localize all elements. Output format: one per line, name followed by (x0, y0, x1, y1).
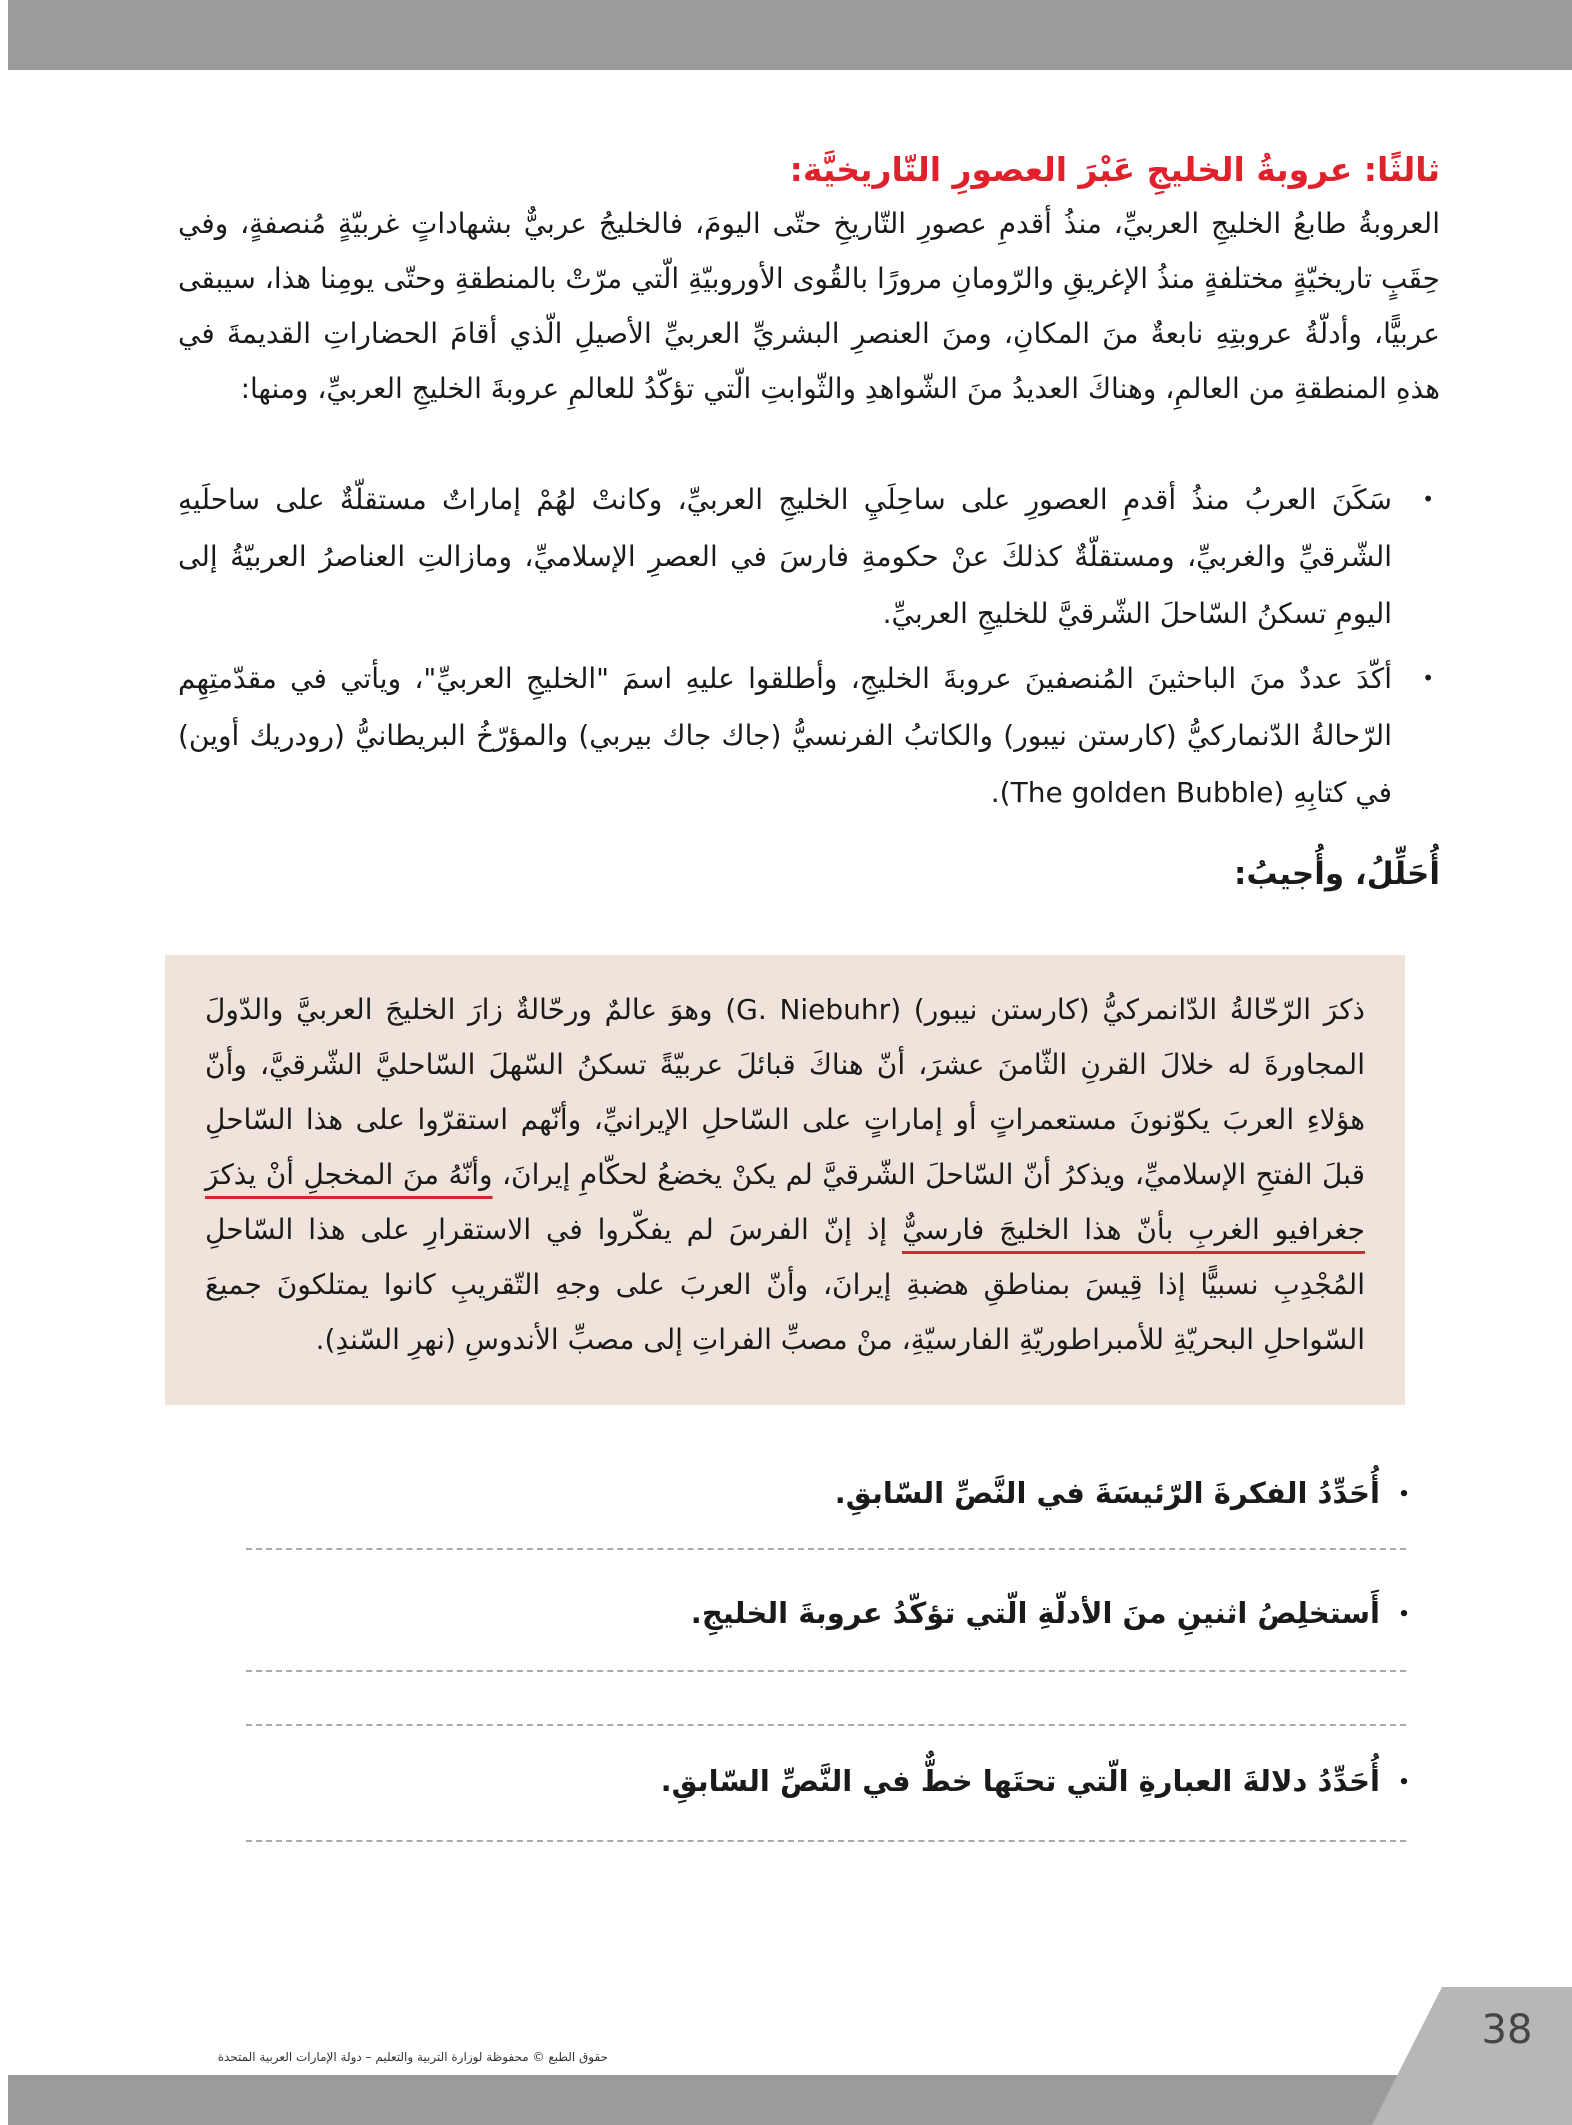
question-2 (178, 1590, 1428, 1638)
bullet-icon: • (1398, 1484, 1410, 1505)
question-text: أَستخلِصُ اثنينِ منَ الأدلّةِ الّتي تؤكّدُ عروبةَ الخليجِ. (690, 1596, 1380, 1630)
underlined-phrase: وأنّهُ منَ المخجلِ أنْ يذكرَ جغرافيو الغربِ بأنّ هذا الخليجَ فارسيٌّ (205, 1158, 1365, 1246)
passage-text (205, 982, 1365, 1367)
answer-line[interactable] (246, 1724, 1406, 1726)
question-3 (178, 1758, 1428, 1806)
question-1 (178, 1470, 1428, 1518)
page-number: 38 (1481, 2007, 1533, 2053)
bullet-icon: • (1398, 1604, 1410, 1625)
intro-paragraph: العروبةُ طابعُ الخليجِ العربيِّ، منذُ أقدمِ عصورِ التّاريخِ حتّى اليومَ، فالخليجُ عربيٌّ بشهاداتٍ غربيّةٍ مُنصفةٍ، وفي حِقَبٍ تاريخيّةٍ مختلفةٍ منذُ الإغريقِ والرّومانِ مرورًا بالقُوى الأوروبيّةِ الّتي مرّتْ بالمنطقةِ وحتّى يومِنا هذا، سيبقى عربيًّا، وأدلّةُ عروبتِهِ نابعةٌ منَ المكانِ، ومنَ العنصرِ البشريِّ العربيِّ الأصيلِ الّذي أقامَ الحضاراتِ القديمةَ في هذهِ المنطقةِ من العالمِ، وهناكَ العديدُ منَ الشّواهدِ والثّوابتِ الّتي تؤكّدُ للعالمِ عروبةَ الخليجِ العربيِّ، ومنها: (178, 207, 1440, 405)
analyze-heading: أُحَلِّلُ، وأُجيبُ: (1234, 856, 1440, 892)
question-text: أُحَدِّدُ دلالةَ العبارةِ الّتي تحتَها خطٌّ في النَّصِّ السّابقِ. (660, 1764, 1380, 1798)
passage-box (165, 955, 1405, 1405)
answer-line[interactable] (246, 1670, 1406, 1672)
passage-text-after: إذ إنّ الفرسَ لم يفكّروا في الاستقرارِ على هذا السّاحلِ المُجْدِبِ نسبيًّا إذا قِيسَ بمناطقِ هضبةِ إيرانَ، وأنّ العربَ على وجهِ التّقريبِ كانوا يمتلكونَ جميعَ السّواحلِ البحريّةِ للأمبراطوريّةِ الفارسيّةِ، منْ مصبِّ الفراتِ إلى مصبِّ الأندوسِ (نهرِ السّندِ). (205, 1213, 1365, 1356)
footer-bar (8, 2075, 1448, 2125)
question-text: أُحَدِّدُ الفكرةَ الرّئيسَةَ في النَّصِّ السّابقِ. (834, 1476, 1380, 1510)
passage-text-before: ذكرَ الرّحّالةُ الدّانمركيُّ (كارستن نيبور) (G. Niebuhr) وهوَ عالمٌ ورحّالةٌ زارَ الخليجَ العربيَّ والدّولَ المجاورةَ له خلالَ القرنِ الثّامنَ عشرَ، أنّ هناكَ قبائلَ عربيّةً تسكنُ السّهلَ السّاحليَّ الشّرقيَّ، وأنّ هؤلاءِ العربَ يكوّنونَ مستعمراتٍ أو إماراتٍ على السّاحلِ الإيرانيِّ، وأنّهم استقرّوا على هذا السّاحلِ قبلَ الفتحِ الإسلاميِّ، ويذكرُ أنّ السّاحلَ الشّرقيَّ لم يكنْ يخضعُ لحكّامِ إيرانَ، (205, 993, 1366, 1191)
list-item: • سَكَنَ العربُ منذُ أقدمِ العصورِ على ساحِلَيِ الخليجِ العربيِّ، وكانتْ لهُمْ إماراتٌ مستقلّةٌ على ساحلَيهِ الشّرقيِّ والغربيِّ، ومستقلّةٌ كذلكَ عنْ حكومةِ فارسَ في العصرِ الإسلاميِّ، ومازالتِ العناصرُ العربيّةُ إلى اليومِ تسكنُ السّاحلَ الشّرقيَّ للخليجِ العربيِّ. (178, 471, 1440, 642)
section-title: ثالثًا: عروبةُ الخليجِ عَبْرَ العصورِ التّاريخيَّة: (789, 150, 1440, 189)
copyright-notice: حقوق الطبع © محفوظة لوزارة التربية والتعليم – دولة الإمارات العربية المتحدة (217, 2050, 608, 2064)
answer-line[interactable] (246, 1548, 1406, 1550)
answer-line[interactable] (246, 1840, 1406, 1842)
evidence-list (178, 471, 1440, 821)
bullet-icon: • (1398, 1772, 1410, 1793)
list-item: • أكّدَ عددٌ منَ الباحثينَ المُنصفينَ عروبةَ الخليجِ، وأطلقوا عليهِ اسمَ "الخليجِ العربيِّ"، ويأتي في مقدّمتِهِم الرّحالةُ الدّنماركيُّ (كارستن نيبور) والكاتبُ الفرنسيُّ (جاك جاك بيربي) والمؤرّخُ البريطانيُّ (رودريك أوين) في كتابِهِ (The golden Bubble). (178, 650, 1440, 821)
page-number-tab-slant (1372, 1987, 1442, 2125)
top-header-bar (8, 0, 1572, 70)
